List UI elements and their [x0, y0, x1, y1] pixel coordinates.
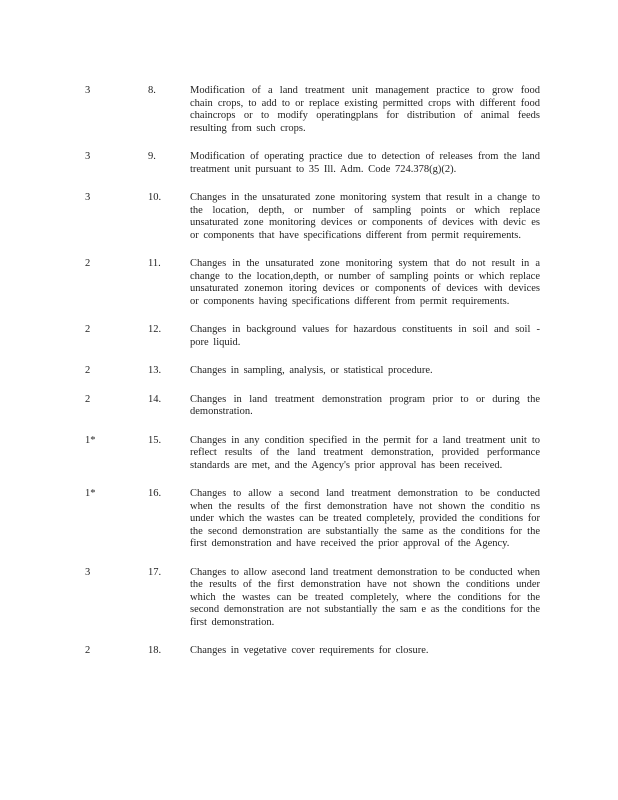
- item-text: Changes in land treatment demonstration program prior to or during the demonstration.: [190, 393, 540, 417]
- modification-class: 3: [85, 566, 91, 578]
- item-text: Changes in the unsaturated zone monitoring system that result in a change to the location, depth, or number of sampling points or which replace unsaturated zone monitoring devices or components of devices with devic es or components that have specifications different from permit requirements.: [190, 192, 540, 241]
- item-number: 8.: [148, 85, 156, 96]
- modification-class: 2: [85, 393, 91, 405]
- modification-class: 1*: [85, 488, 96, 499]
- modification-class: 2: [85, 258, 91, 269]
- modification-class: 3: [85, 85, 91, 96]
- modification-class: 2: [85, 645, 91, 656]
- item-text: Modification of operating practice due to detection of releases from the land treatment unit pursuant to 35 Ill. Adm. Code 724.378(g)(2).: [190, 151, 540, 175]
- table-row: [85, 324, 540, 349]
- item-text: Modification of a land treatment unit management practice to grow food chain crops, to add to or replace existing permitted crops with different food chaincrops or to modify operatingplans for distribution of animal feeds resulting from such crops.: [190, 85, 540, 134]
- item-number: 13.: [148, 365, 162, 376]
- item-text: Changes in sampling, analysis, or statistical procedure.: [190, 365, 433, 376]
- table-row: [85, 85, 540, 135]
- item-number: 17.: [148, 566, 162, 578]
- table-row: [85, 258, 540, 308]
- table-row: [85, 488, 540, 551]
- item-text: Changes in any condition specified in the permit for a land treatment unit to reflect results of the land treatment demonstration, provided performance standards are met, and the Agency's prior approval has been received.: [190, 434, 540, 471]
- modification-class: 3: [85, 192, 91, 203]
- item-number: 16.: [148, 488, 162, 499]
- modification-class: 3: [85, 151, 91, 162]
- table-row: [85, 567, 540, 630]
- table-row: [85, 435, 540, 473]
- table-row: [85, 151, 540, 176]
- item-text: Changes to allow a second land treatment demonstration to be conducted when the results of the first demonstration have not shown the conditio ns under which the wastes can be treated completely, provided the conditions for the second demonstration are substantially the same as the conditions for the first demonstration and have received the prior approval of the Agency.: [190, 488, 540, 549]
- modification-class: 2: [85, 324, 91, 335]
- table-row: [85, 645, 540, 658]
- item-number: 11.: [148, 258, 161, 269]
- modification-class: 2: [85, 365, 91, 376]
- item-text: Changes in the unsaturated zone monitoring system that do not result in a change to the location,depth, or number of sampling points or which replace unsaturated zonemon itoring devices or components of devices with devices or components having specifications different from permit requirements.: [190, 258, 540, 307]
- item-text: Changes to allow asecond land treatment demonstration to be conducted when the results of the first demonstration have not shown the conditions under which the wastes can be treated completely, where the conditions for the second demonstration are not substantially the sam e as the conditions for the first demonstration.: [190, 566, 540, 628]
- item-text: Changes in vegetative cover requirements for closure.: [190, 645, 429, 656]
- table-row: [85, 192, 540, 242]
- item-number: 15.: [148, 434, 162, 446]
- table-row: [85, 365, 540, 378]
- table-row: [85, 394, 540, 419]
- item-number: 18.: [148, 645, 162, 656]
- item-text: Changes in background values for hazardous constituents in soil and soil -pore liquid.: [190, 324, 540, 348]
- item-number: 10.: [148, 192, 162, 203]
- item-number: 9.: [148, 151, 156, 162]
- item-number: 12.: [148, 324, 162, 335]
- item-number: 14.: [148, 393, 162, 405]
- modification-class: 1*: [85, 434, 96, 446]
